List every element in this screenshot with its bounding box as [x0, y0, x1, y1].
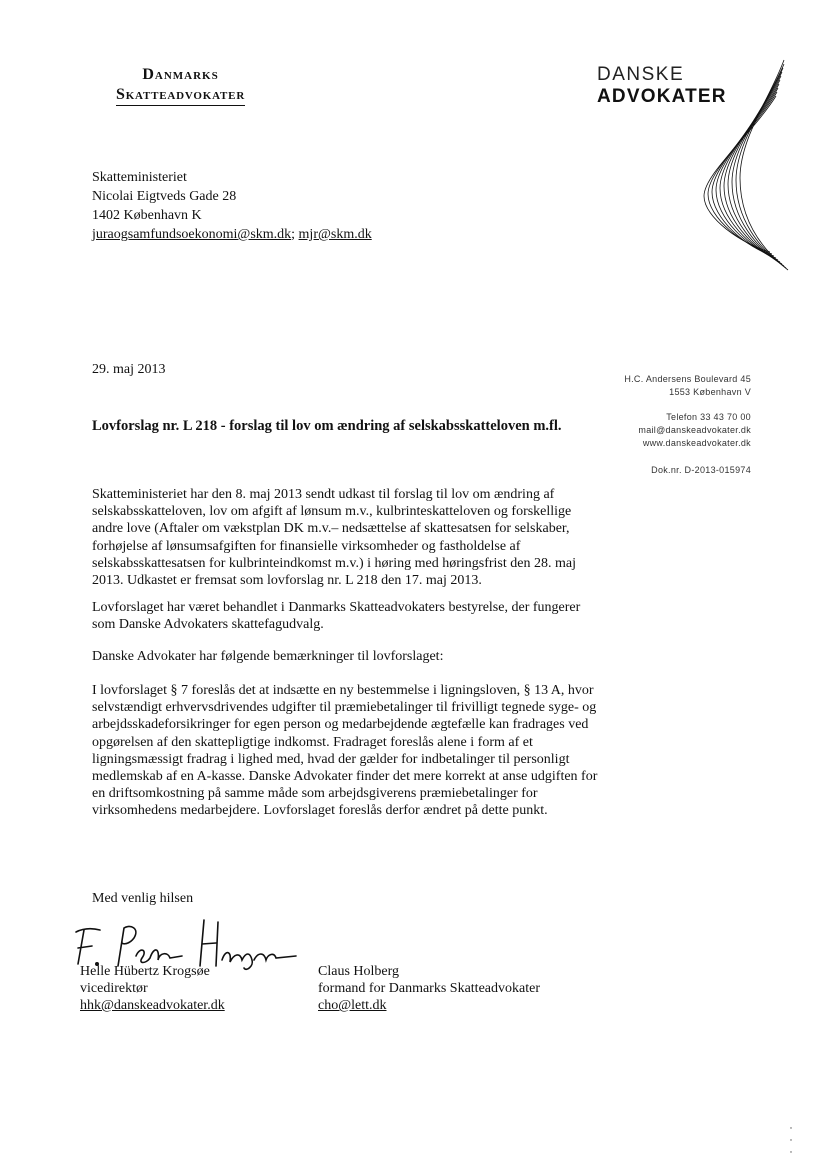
recipient-email-2[interactable]: mjr@skm.dk	[298, 227, 372, 242]
da-logo-line2: ADVOKATER	[597, 86, 727, 107]
sender-address	[624, 373, 751, 399]
recipient-name: Skatteministeriet	[92, 170, 187, 185]
recipient-email-1[interactable]: juraogsamfundsoekonomi@skm.dk	[92, 227, 292, 242]
recipient-street: Nicolai Eigtveds Gade 28	[92, 189, 237, 204]
dsa-logo-line2: Skatteadvokater	[116, 86, 245, 106]
sender-address-line1: H.C. Andersens Boulevard 45	[624, 374, 751, 384]
recipient-city: 1402 København K	[92, 208, 202, 223]
da-logo-line1: DANSKE	[597, 64, 685, 85]
sender-phone: Telefon 33 43 70 00	[666, 412, 751, 422]
letter-subject: Lovforslag nr. L 218 - forslag til lov om ændring af selskabsskatteloven m.fl.	[92, 418, 562, 434]
signatory-2-name: Claus Holberg	[318, 964, 400, 979]
sender-address-line2: 1553 København V	[669, 387, 751, 397]
signatory-1-name: Helle Hübertz Krogsøe	[80, 964, 210, 979]
body-paragraph-1: Skatteministeriet har den 8. maj 2013 sendt udkast til forslag til lov om ændring af selskabsskatteloven, lov om afgift af lønsum m.v., kulbrinteskatteloven og forskellige andre love (Aftaler om vækstplan DK m.v.– nedsættelse af skattesatsen for selskaber, forhøjelse af lønsumsafgiften for finansielle virksomheder og fastholdelse af selskabsskattesatsen for kulbrinteindkomst m.v.) i høring med høringsfrist den 28. maj 2013. Udkastet er fremsat som lovforslag nr. L 218 den 17. maj 2013.	[92, 487, 576, 589]
dsa-logo	[116, 66, 245, 106]
signatory-1-title: vicedirektør	[80, 981, 148, 996]
email-separator: ;	[291, 227, 299, 242]
signatory-2-email[interactable]: cho@lett.dk	[318, 998, 387, 1013]
sender-contact	[638, 411, 751, 450]
logo-swoosh-graphic	[700, 58, 790, 273]
signatory-1	[80, 963, 225, 1014]
recipient-emails	[92, 225, 372, 244]
recipient-address	[92, 168, 372, 244]
scan-artifact-dots	[789, 1125, 793, 1155]
closing-greeting: Med venlig hilsen	[92, 891, 194, 906]
body-paragraph-4: I lovforslaget § 7 foreslås det at indsætte en ny bestemmelse i ligningsloven, § 13 A, hvor selvstændigt erhvervsdrivendes udgifter til præmiebetalinger til frivilligt tegnede syge- og arbejdsskadeforsikringer for egen person og medarbejdende ægtefælle kan fradrages ved opgørelsen af den skattepligtige indkomst. Fradraget foreslås alene i form af et ligningsmæssigt fradrag i lighed med, hvad der gælder for indbetalinger til personligt medlemskab af en A-kasse. Danske Advokater finder det mere korrekt at anse udgiften for en driftsomkostning på samme måde som arbejdsgiverens præmiebetalinger for virksomhedens medarbejdere. Lovforslaget foreslås derfor ændret på dette punkt.	[92, 683, 598, 819]
doc-number: Dok.nr. D-2013-015974	[651, 465, 751, 475]
signatory-2-title: formand for Danmarks Skatteadvokater	[318, 981, 540, 996]
letter-date: 29. maj 2013	[92, 362, 166, 377]
signatory-2	[318, 963, 540, 1014]
body-paragraph-2: Lovforslaget har været behandlet i Danmarks Skatteadvokaters bestyrelse, der fungerer som Danske Advokaters skattefagudvalg.	[92, 600, 581, 633]
sender-email[interactable]: mail@danskeadvokater.dk	[638, 425, 751, 435]
signatory-1-email[interactable]: hhk@danskeadvokater.dk	[80, 998, 225, 1013]
body-paragraph-3: Danske Advokater har følgende bemærkninger til lovforslaget:	[92, 649, 444, 664]
sender-web[interactable]: www.danskeadvokater.dk	[642, 438, 751, 448]
dsa-logo-line1: Danmarks	[142, 66, 219, 83]
